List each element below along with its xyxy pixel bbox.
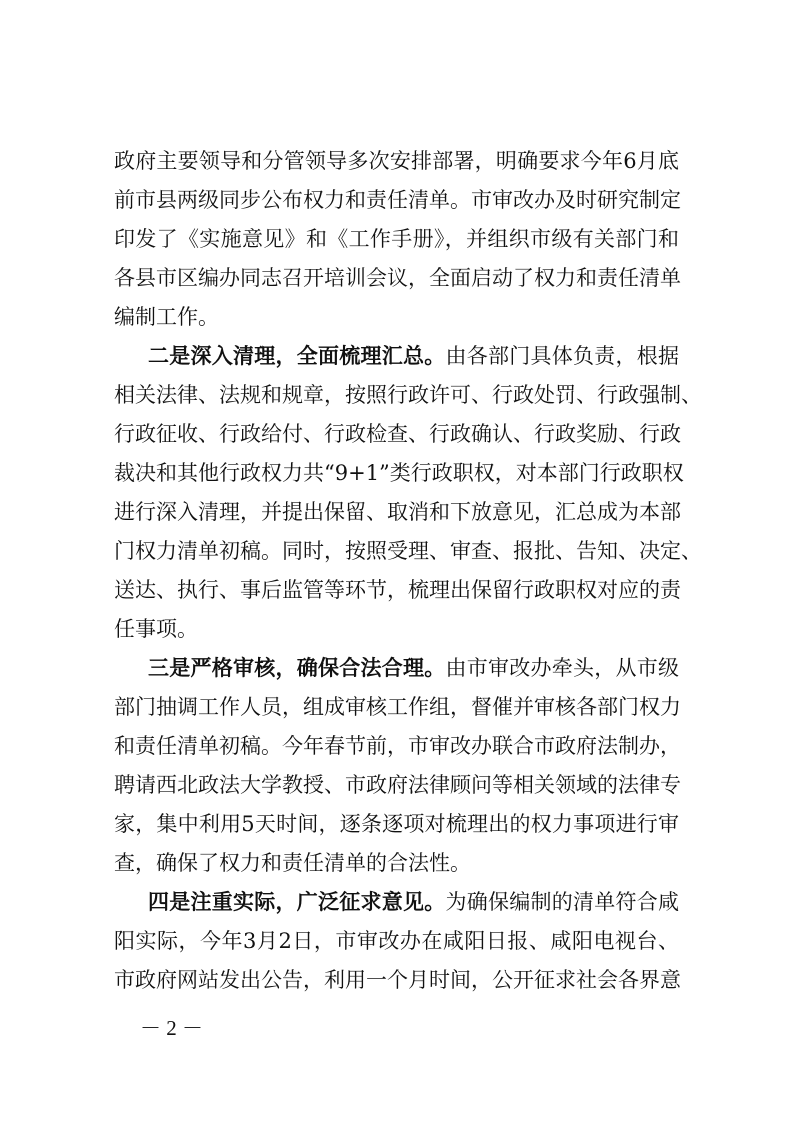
paragraph-line: 政府主要领导和分管领导多次安排部署，明确要求今年6月底 [114,149,679,173]
paragraph-line: 编制工作。 [114,305,219,329]
paragraph-line: 前市县两级同步公布权力和责任清单。市审改办及时研究制定 [114,188,681,212]
paragraph-first-line [148,654,679,682]
paragraph-lead: 三是严格审核，确保合法合理。 [148,656,446,680]
paragraph-line: 进行深入清理，并提出保留、取消和下放意见，汇总成为本部 [114,500,681,524]
paragraph-text: 由各部门具体负责，根据 [445,344,679,368]
paragraph-line: 裁决和其他行政权力共“9+1”类行政职权，对本部门行政职权 [114,461,684,485]
paragraph-first-line [148,888,679,916]
paragraph-lead: 四是注重实际，广泛征求意见。 [148,890,446,914]
paragraph-line: 印发了《实施意见》和《工作手册》，并组织市级有关部门和 [114,227,679,251]
paragraph-lead: 二是深入清理，全面梳理汇总。 [148,344,446,368]
paragraph-line: 查，确保了权力和责任清单的合法性。 [114,851,471,875]
paragraph-line: 送达、执行、事后监管等环节，梳理出保留行政职权对应的责 [114,578,681,602]
paragraph-first-line [148,342,679,370]
paragraph-line: 相关法律、法规和规章，按照行政许可、行政处罚、行政强制、 [114,383,702,407]
paragraph-line: 家，集中利用5天时间，逐条逐项对梳理出的权力事项进行审 [114,812,679,836]
paragraph-line: 市政府网站发出公告，利用一个月时间，公开征求社会各界意 [114,968,681,992]
paragraph-line: 任事项。 [114,617,198,641]
paragraph-line: 聘请西北政法大学教授、市政府法律顾问等相关领域的法律专 [114,773,681,797]
paragraph-text: 为确保编制的清单符合咸 [445,890,679,914]
paragraph-text: 由市审改办牵头，从市级 [445,656,679,680]
paragraph-line: 门权力清单初稿。同时，按照受理、审查、报批、告知、决定、 [114,539,702,563]
paragraph-line: 行政征收、行政给付、行政检查、行政确认、行政奖励、行政 [114,422,681,446]
paragraph-line: 各县市区编办同志召开培训会议，全面启动了权力和责任清单 [114,266,681,290]
paragraph-line: 阳实际，今年3月2日，市审改办在咸阳日报、咸阳电视台、 [114,929,679,953]
paragraph-line: 和责任清单初稿。今年春节前，市审改办联合市政府法制办， [114,734,681,758]
paragraph-line: 部门抽调工作人员，组成审核工作组，督催并审核各部门权力 [114,695,681,719]
page-number: － 2 － [140,1016,203,1040]
